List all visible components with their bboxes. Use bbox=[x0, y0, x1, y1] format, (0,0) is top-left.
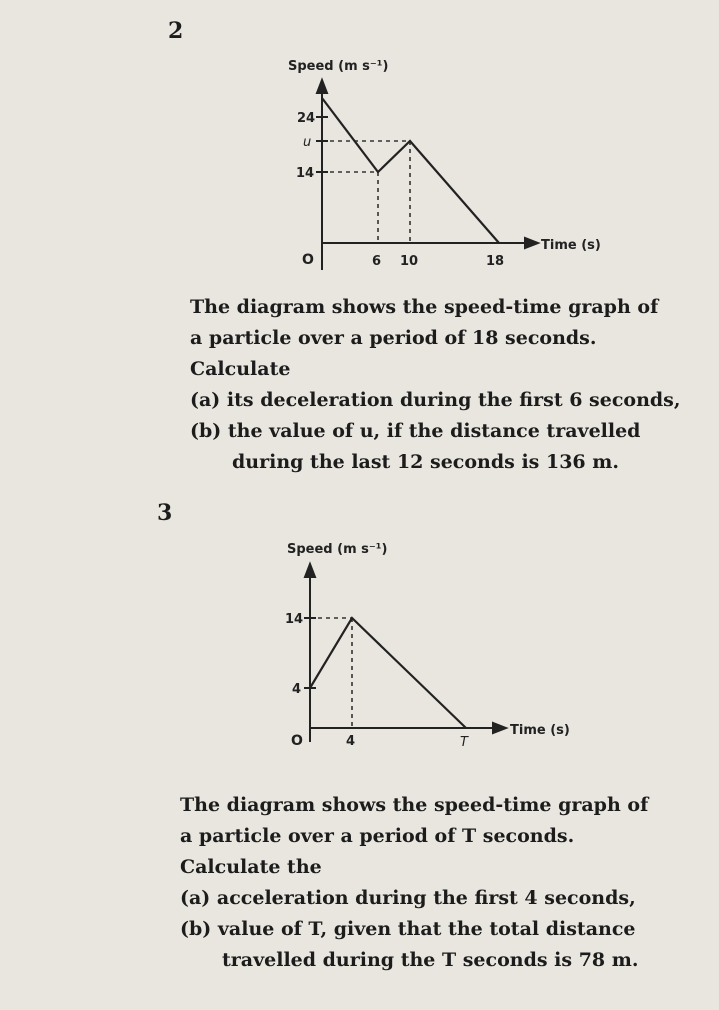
y-axis-arrow bbox=[305, 564, 315, 577]
q3-part-b: (b) value of T, given that the total distance bbox=[180, 918, 636, 940]
question-number-3: 3 bbox=[157, 500, 173, 526]
q2-line-2: a particle over a period of 18 seconds. bbox=[190, 327, 597, 349]
x-axis-label: Time (s) bbox=[510, 723, 570, 738]
y-axis-label: Speed (m s⁻¹) bbox=[288, 59, 389, 74]
q3-part-a: (a) acceleration during the first 4 seconds, bbox=[180, 887, 636, 909]
x-tick-18: 18 bbox=[486, 254, 505, 269]
y-tick-14: 14 bbox=[285, 612, 304, 627]
y-axis-label: Speed (m s⁻¹) bbox=[287, 542, 388, 557]
question-text-3 bbox=[180, 790, 648, 976]
x-tick-4: 4 bbox=[346, 734, 356, 749]
x-axis-arrow bbox=[493, 723, 506, 733]
x-tick-T: T bbox=[460, 735, 468, 750]
speed-curve bbox=[310, 618, 466, 728]
y-tick-14: 14 bbox=[296, 166, 315, 181]
origin-label: O bbox=[302, 252, 314, 268]
q3-line-1: The diagram shows the speed-time graph of bbox=[180, 794, 649, 816]
x-tick-6: 6 bbox=[372, 254, 382, 269]
y-tick-u: u bbox=[303, 135, 312, 150]
y-tick-24: 24 bbox=[297, 111, 316, 126]
origin-label: O bbox=[291, 733, 303, 749]
y-tick-4: 4 bbox=[292, 682, 302, 697]
q2-part-a: (a) its deceleration during the first 6 seconds, bbox=[190, 389, 681, 411]
q2-part-b-cont: during the last 12 seconds is 136 m. bbox=[232, 451, 619, 473]
q3-line-2: a particle over a period of T seconds. bbox=[180, 825, 575, 847]
x-axis-label: Time (s) bbox=[541, 238, 601, 253]
question-number-2: 2 bbox=[168, 18, 184, 44]
q2-part-b: (b) the value of u, if the distance travelled bbox=[190, 420, 641, 442]
x-tick-10: 10 bbox=[400, 254, 419, 269]
q3-part-b-cont: travelled during the T seconds is 78 m. bbox=[222, 949, 639, 971]
q3-line-3: Calculate the bbox=[180, 856, 322, 878]
q2-line-1: The diagram shows the speed-time graph of bbox=[190, 296, 659, 318]
q2-line-3: Calculate bbox=[190, 358, 291, 380]
